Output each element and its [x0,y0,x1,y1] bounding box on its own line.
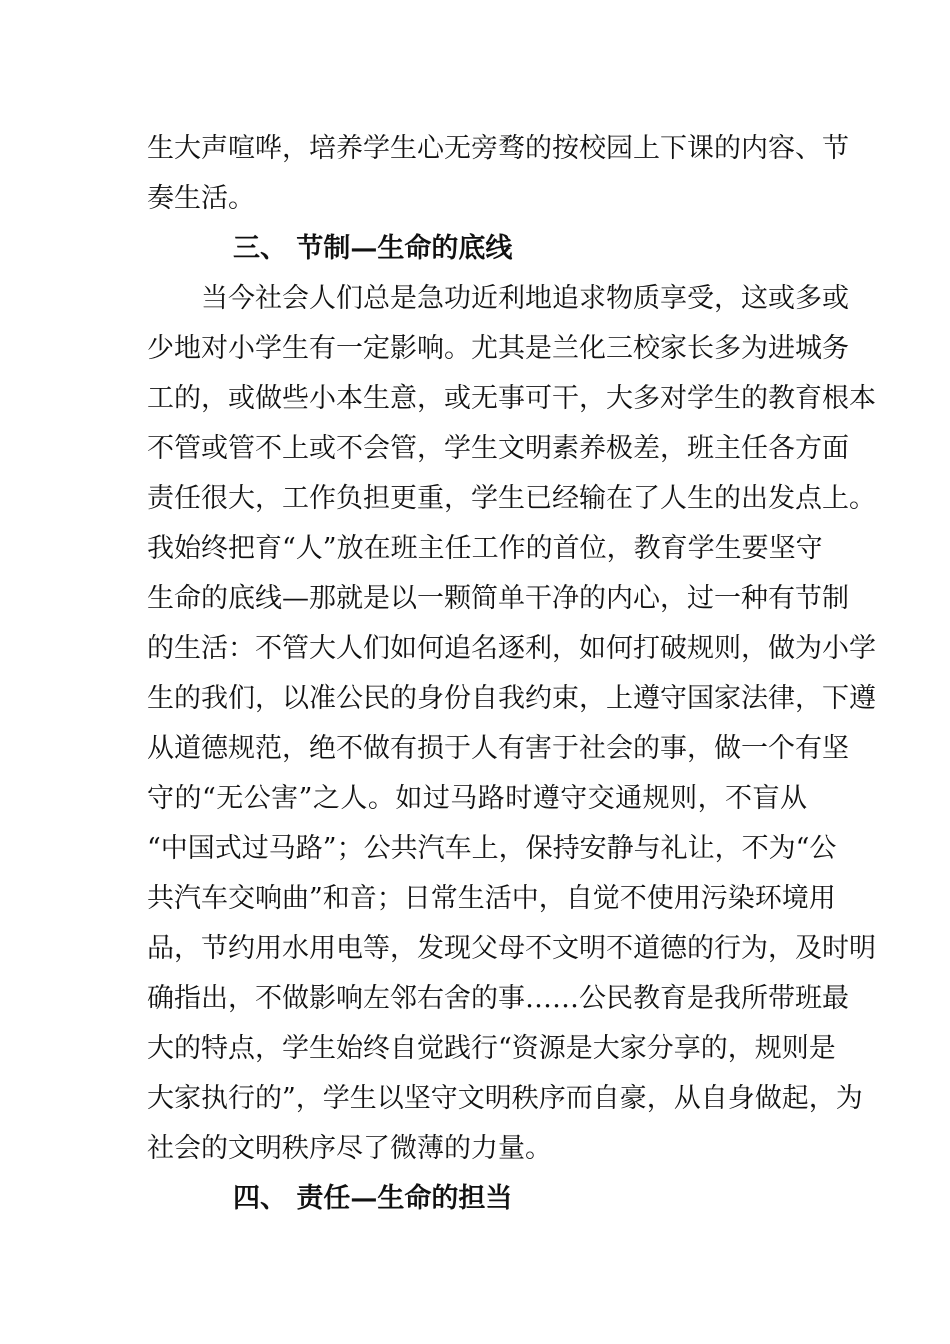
paragraph-line: 工的，或做些小本生意，或无事可干，大多对学生的教育根本 [147,383,876,414]
paragraph-line: 大家执行的”，学生以坚守文明秩序而自豪，从自身做起，为 [147,1083,863,1114]
paragraph-line: 当今社会人们总是急功近利地追求物质享受，这或多或 [201,283,849,314]
paragraph-line: 共汽车交响曲”和音；日常生活中，自觉不使用污染环境用 [147,883,836,914]
paragraph-line: “中国式过马路”；公共汽车上，保持安静与礼让，不为“公 [147,833,837,864]
paragraph-line: 少地对小学生有一定影响。尤其是兰化三校家长多为进城务 [147,333,849,364]
paragraph-line: 社会的文明秩序尽了微薄的力量。 [147,1133,552,1164]
paragraph-line: 品，节约用水用电等，发现父母不文明不道德的行为，及时明 [147,933,876,964]
paragraph-line: 奏生活。 [147,183,255,214]
paragraph-line: 生命的底线—那就是以一颗简单干净的内心，过一种有节制 [147,583,849,614]
section-heading-four: 四、 责任—生命的担当 [233,1183,513,1214]
paragraph-line: 守的“无公害”之人。如过马路时遵守交通规则，不盲从 [147,783,807,814]
paragraph-line: 从道德规范，绝不做有损于人有害于社会的事，做一个有坚 [147,733,849,764]
paragraph-line: 确指出，不做影响左邻右舍的事……公民教育是我所带班最 [147,983,849,1014]
paragraph-line: 大的特点，学生始终自觉践行“资源是大家分享的，规则是 [147,1033,836,1064]
section-heading-three: 三、 节制—生命的底线 [233,233,513,264]
paragraph-line: 生大声喧哗，培养学生心无旁骛的按校园上下课的内容、节 [147,133,849,164]
paragraph-line: 责任很大，工作负担更重，学生已经输在了人生的出发点上。 [147,483,876,514]
paragraph-line: 生的我们，以准公民的身份自我约束，上遵守国家法律，下遵 [147,683,876,714]
paragraph-line: 我始终把育“人”放在班主任工作的首位，教育学生要坚守 [147,533,823,564]
paragraph-line: 不管或管不上或不会管，学生文明素养极差，班主任各方面 [147,433,849,464]
paragraph-line: 的生活：不管大人们如何追名逐利，如何打破规则，做为小学 [147,633,876,664]
